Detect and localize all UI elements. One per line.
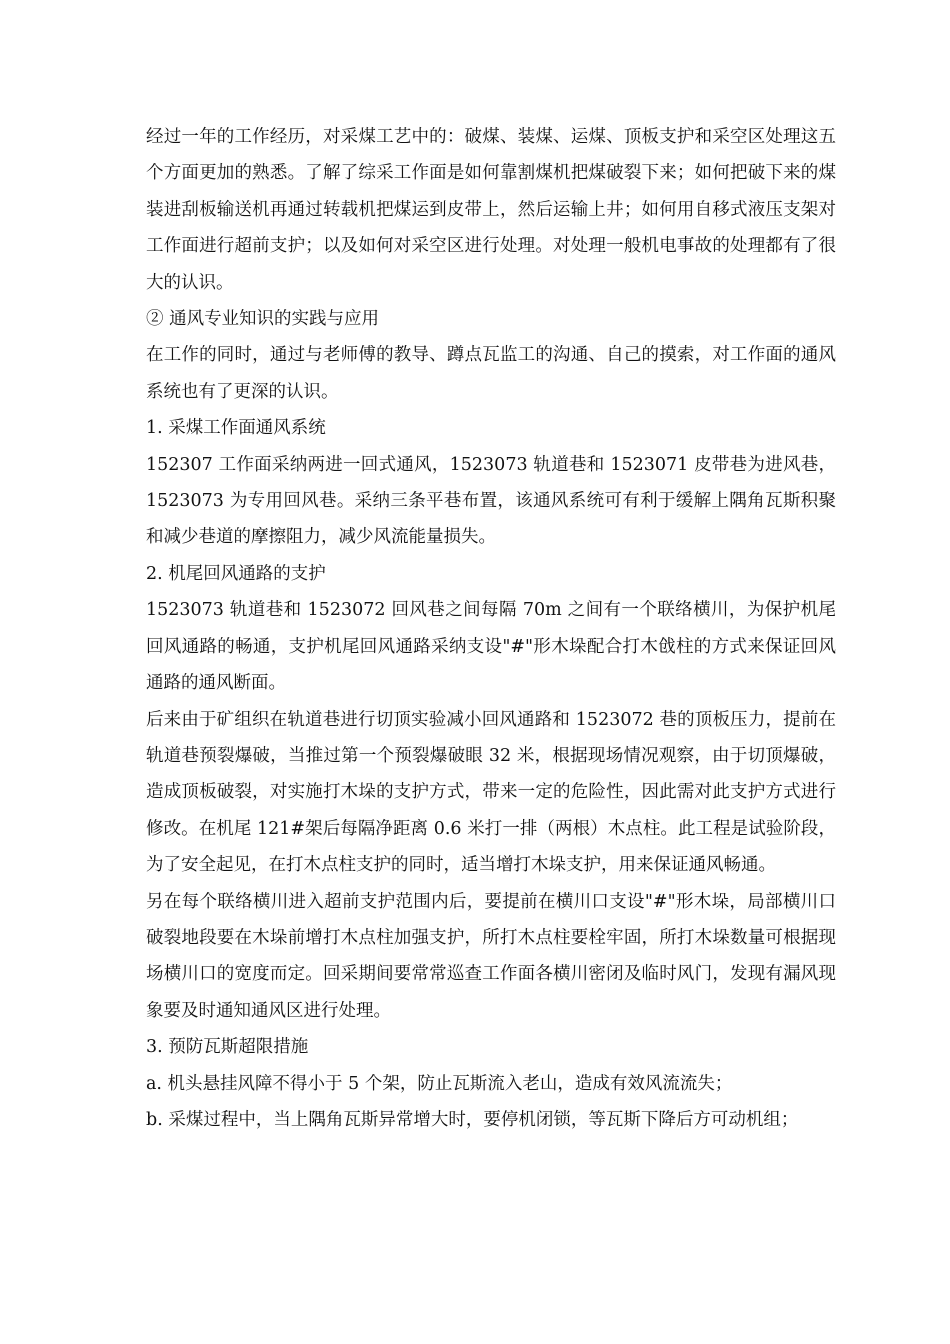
paragraph-ventilation-system: 152307 工作面采纳两进一回式通风，1523073 轨道巷和 1523071 皮带巷为进风巷，1523073 为专用回风巷。采纳三条平巷布置，该通风系统可有利于缓解上隅角瓦斯积聚和减少巷道的摩擦阻力，减少风流能量损失。 [146, 454, 836, 548]
heading-gas-prevention: 3. 预防瓦斯超限措施 [146, 1037, 309, 1058]
heading-working-face-ventilation: 1. 采煤工作面通风系统 [146, 418, 326, 439]
paragraph-crosscut-timber: 另在每个联络横川进入超前支护范围内后，要提前在横川口支设"#"形木垛，局部横川口破裂地段要在木垛前增打木点柱加强支护，所打木点柱要栓牢固，所打木垛数量可根据现场横川口的宽度而定。回采期间要常常巡查工作面各横川密闭及临时风门，发现有漏风现象要及时通知通风区进行处理。 [146, 891, 836, 1021]
document-body [146, 119, 836, 1138]
paragraph-roof-cutting: 后来由于矿组织在轨道巷进行切顶实验减小回风通路和 1523072 巷的顶板压力，提前在轨道巷预裂爆破，当推过第一个预裂爆破眼 32 米，根据现场情况观察，由于切顶爆破，造成顶板破裂，对实施打木垛的支护方式，带来一定的危险性，因此需对此支护方式进行修改。在机尾 121#架后每隔净距离 0.6 米打一排（两根）木点柱。此工程是试验阶段，为了安全起见，在打木点柱支护的同时，适当增打木垛支护，用来保证通风畅通。 [146, 709, 836, 876]
paragraph-ventilation-learning: 在工作的同时，通过与老师傅的教导、蹲点瓦监工的沟通、自己的摸索，对工作面的通风系统也有了更深的认识。 [146, 345, 836, 402]
list-item-b: b. 采煤过程中，当上隅角瓦斯异常增大时，要停机闭锁，等瓦斯下降后方可动机组； [146, 1109, 799, 1130]
paragraph-mining-process: 经过一年的工作经历，对采煤工艺中的：破煤、装煤、运煤、顶板支护和采空区处理这五个方面更加的熟悉。了解了综采工作面是如何靠割煤机把煤破裂下来；如何把破下来的煤装进刮板输送机再通过转载机把煤运到皮带上，然后运输上井；如何用自移式液压支架对工作面进行超前支护；以及如何对采空区进行处理。对处理一般机电事故的处理都有了很大的认识。 [146, 127, 836, 293]
heading-ventilation-knowledge: ② 通风专业知识的实践与应用 [146, 309, 380, 330]
heading-return-airway-support: 2. 机尾回风通路的支护 [146, 563, 326, 584]
paragraph-crosscut-support: 1523073 轨道巷和 1523072 回风巷之间每隔 70m 之间有一个联络横川，为保护机尾回风通路的畅通，支护机尾回风通路采纳支设"#"形木垛配合打木戗柱的方式来保证回风通路的通风断面。 [146, 600, 836, 694]
list-item-a: a. 机头悬挂风障不得小于 5 个架，防止瓦斯流入老山，造成有效风流流失； [146, 1073, 733, 1094]
